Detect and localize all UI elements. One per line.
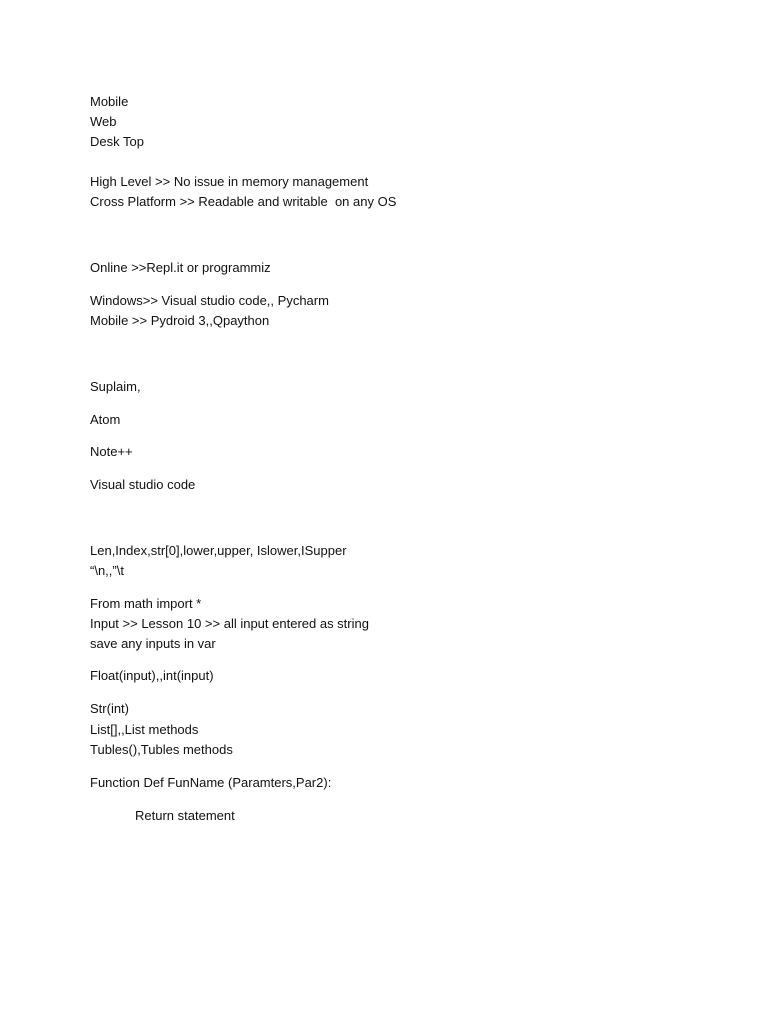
text-line: Str(int) (90, 701, 129, 716)
text-line: Input >> Lesson 10 >> all input entered as string (90, 616, 369, 631)
text-line: Function Def FunName (Paramters,Par2): (90, 775, 332, 790)
text-line: Mobile >> Pydroid 3,,Qpaython (90, 313, 270, 328)
text-line: Float(input),,int(input) (90, 668, 214, 683)
text-line: List[],,List methods (90, 722, 199, 737)
text-line: Len,Index,str[0],lower,upper, Islower,ISupper (90, 543, 347, 558)
text-line: Cross Platform >> Readable and writable on any OS (90, 194, 397, 209)
text-line: Web (90, 114, 117, 129)
text-line: High Level >> No issue in memory management (90, 174, 369, 189)
text-line: Desk Top (90, 134, 144, 149)
text-line: Mobile (90, 94, 129, 109)
text-line: Atom (90, 412, 121, 427)
text-line: save any inputs in var (90, 636, 216, 651)
text-line: Suplaim, (90, 379, 141, 394)
text-line: From math import * (90, 596, 202, 611)
text-line: Note++ (90, 444, 133, 459)
text-line: Visual studio code (90, 477, 196, 492)
text-line: “\n,,”\t (90, 563, 124, 578)
text-line: Windows>> Visual studio code,, Pycharm (90, 293, 329, 308)
text-line: Tubles(),Tubles methods (90, 742, 233, 757)
text-line-indented: Return statement (135, 808, 235, 823)
text-line: Online >>Repl.it or programmiz (90, 260, 271, 275)
